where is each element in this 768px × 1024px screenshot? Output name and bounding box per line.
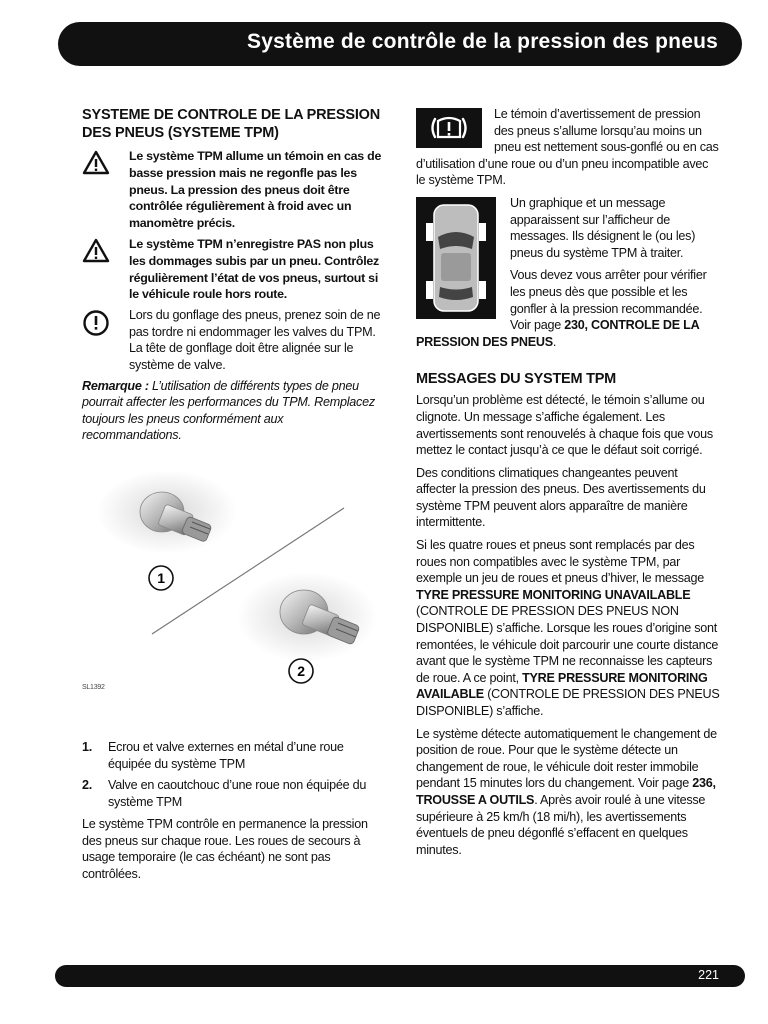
page-reference-236: 236, TROUSSE A OUTILS <box>416 776 716 807</box>
car-graphic-paragraph-2: Vous devez vous arrêter pour vérifier les pneus dès que possible et les gonfler à la pression recommandée. Voir page 230, CONTROLE DE LA PRESSION DES PNEUS. <box>416 268 707 349</box>
right-column <box>416 106 720 864</box>
list-item: 2. Valve en caoutchouc d’une roue non équipée du système TPM <box>82 778 367 809</box>
list-item: 1. Ecrou et valve externes en métal d’une roue équipée du système TPM <box>82 739 344 771</box>
tpm-warning-lamp-icon <box>416 108 482 148</box>
warning-block-2 <box>82 236 386 303</box>
warning-block-1 <box>82 148 386 232</box>
remark-label: Remarque : <box>82 378 149 393</box>
left-column <box>82 106 386 889</box>
car-graphic-block <box>416 195 720 356</box>
section-heading-tpm: SYSTEME DE CONTROLE DE LA PRESSION DES PNEUS (SYSTEME TPM) <box>82 107 381 141</box>
warning-text-2: Le système TPM n’enregistre PAS non plus les dommages subis par un pneu. Contrôlez régulièrement l’état de vos pneus, surtout si le véhicule roule hors route. <box>129 236 379 302</box>
section-heading-messages: MESSAGES DU SYSTEM TPM <box>416 371 616 388</box>
messages-paragraph-3: Si les quatre roues et pneus sont remplacés par des roues non compatibles avec le système TPM, par exemple un jeu de roues et pneus d’hiver, le message TYRE PRESSURE MONITORING UNAVAILABLE (CONTROLE DE PRESSION DES PNEUS NON DISPONIBLE) s’affiche. Lorsque les roues d’origine sont remontées, le véhicule doit parcourir une courte distance avant que le système TPM ne reconnaisse les capteurs de roue. A ce point, TYRE PRESSURE MONITORING AVAILABLE (CONTROLE DE PRESSION DES PNEUS DISPONIBLE) s’affiche. <box>416 538 720 718</box>
car-graphic-paragraph-1: Un graphique et un message apparaissent sur l’afficheur de messages. Ils désignent le (ou les) pneus du système TPM à traiter. <box>510 195 696 260</box>
svg-text:2: 2 <box>297 662 305 679</box>
messages-paragraph-2: Des conditions climatiques changeantes peuvent affecter la pression des pneus. Des avertissements du système TPM peuvent alors apparaître de manière intermittente. <box>416 465 706 530</box>
warning-triangle-icon <box>82 236 129 303</box>
header-bar <box>58 22 742 66</box>
caution-circle-icon <box>82 307 129 373</box>
messages-paragraph-1: Lorsqu’un problème est détecté, le témoin s’allume ou clignote. Un message s’affiche également. Les avertissements sont renouvelés à chaque fois que vous mettez le contact jusqu’à ce que le défaut soit corrigé. <box>416 393 713 458</box>
page-title: Système de contrôle de la pression des pneus <box>247 30 718 53</box>
message-unavailable: TYRE PRESSURE MONITORING UNAVAILABLE <box>416 587 691 602</box>
warning-triangle-icon <box>82 148 129 232</box>
remark <box>82 378 386 444</box>
svg-text:1: 1 <box>157 569 165 586</box>
messages-paragraph-4: Le système détecte automatiquement le changement de position de roue. Pour que le système détecte un changement de roue, le véhicule doit rester immobile pendant 15 minutes lors du changement. Voir page 236, TROUSSE A OUTILS. Après avoir roulé à une vitesse supérieure à 25 km/h (18 mi/h), les avertissements éventuels de pneu dégonflé s’effacent en quelques minutes. <box>416 726 717 857</box>
caution-text: Lors du gonflage des pneus, prenez soin de ne pas tordre ni endommager les valves du TPM. La tête de gonflage doit être alignée sur le système de valve. <box>129 308 381 372</box>
figure-code: SL1392 <box>82 683 105 691</box>
caution-block <box>82 307 386 373</box>
warning-text-1: Le système TPM allume un témoin en cas de basse pression mais ne regonfle pas les pneus. La pression des pneus doit être contrôlée régulièrement à froid avec un manomètre précis. <box>129 149 382 231</box>
car-topview-icon <box>416 197 496 319</box>
footer-bar <box>55 965 745 987</box>
remark-text: L’utilisation de différents types de pneu pourrait affecter les performances du TPM. Remplacez toujours les pneus conformément aux recommandations. <box>82 378 375 443</box>
message-available: TYRE PRESSURE MONITORING AVAILABLE <box>416 670 708 702</box>
callout-1 <box>149 566 173 590</box>
tpm-lamp-paragraph: Le témoin d’avertissement de pression des pneus s’allume lorsqu’au moins un pneu est nettement sous-gonflé ou en cas d’utilisation d’une roue ou d’un pneu incompatible avec le système TPM. <box>416 107 719 188</box>
numbered-list <box>82 739 386 810</box>
tpm-warning-block <box>416 106 720 195</box>
page-reference-230: 230, CONTROLE DE LA PRESSION DES PNEUS <box>416 318 699 349</box>
page-number: 221 <box>698 968 719 982</box>
closing-paragraph: Le système TPM contrôle en permanence la pression des pneus sur chaque roue. Les roues de secours à usage temporaire (le cas échéant) ne sont pas contrôlées. <box>82 817 368 882</box>
callout-2 <box>289 659 313 683</box>
valve-drawing <box>82 472 386 702</box>
valve-illustration <box>82 472 386 727</box>
